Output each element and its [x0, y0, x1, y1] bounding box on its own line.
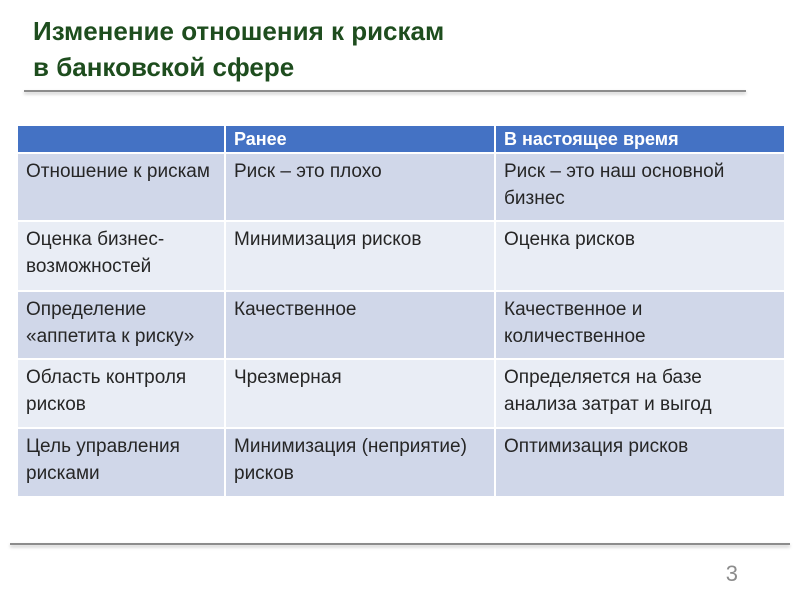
before-cell: Качественное: [225, 291, 495, 359]
slide-number: 3: [725, 561, 738, 586]
header-cell-now: В настоящее время: [495, 125, 785, 153]
footer-divider: [10, 543, 790, 545]
table-row: [17, 291, 785, 359]
now-cell: Оптимизация рисков: [495, 428, 785, 497]
row-label-cell: Оценка бизнес-возможностей: [17, 221, 225, 291]
before-cell: Риск – это плохо: [225, 153, 495, 221]
now-cell: Определяется на базе анализа затрат и выгод: [495, 359, 785, 428]
header-cell-before: Ранее: [225, 125, 495, 153]
table-row: [17, 221, 785, 291]
table-header-row: [17, 125, 785, 153]
row-label-cell: Область контроля рисков: [17, 359, 225, 428]
slide-title-line-2: в банковской сфере: [33, 52, 295, 82]
comparison-table: [16, 124, 786, 498]
row-label-cell: Отношение к рискам: [17, 153, 225, 221]
now-cell: Оценка рисков: [495, 221, 785, 291]
row-label-cell: Цель управления рисками: [17, 428, 225, 497]
before-cell: Чрезмерная: [225, 359, 495, 428]
row-label-cell: Определение «аппетита к риску»: [17, 291, 225, 359]
now-cell: Качественное и количественное: [495, 291, 785, 359]
title-divider: [24, 90, 746, 92]
now-cell: Риск – это наш основной бизнес: [495, 153, 785, 221]
slide-title: [33, 13, 733, 85]
table-row: [17, 359, 785, 428]
before-cell: Минимизация рисков: [225, 221, 495, 291]
table-row: [17, 428, 785, 497]
header-cell-empty: [17, 125, 225, 153]
before-cell: Минимизация (неприятие) рисков: [225, 428, 495, 497]
slide-title-line-1: Изменение отношения к рискам: [33, 16, 445, 46]
table-row: [17, 153, 785, 221]
